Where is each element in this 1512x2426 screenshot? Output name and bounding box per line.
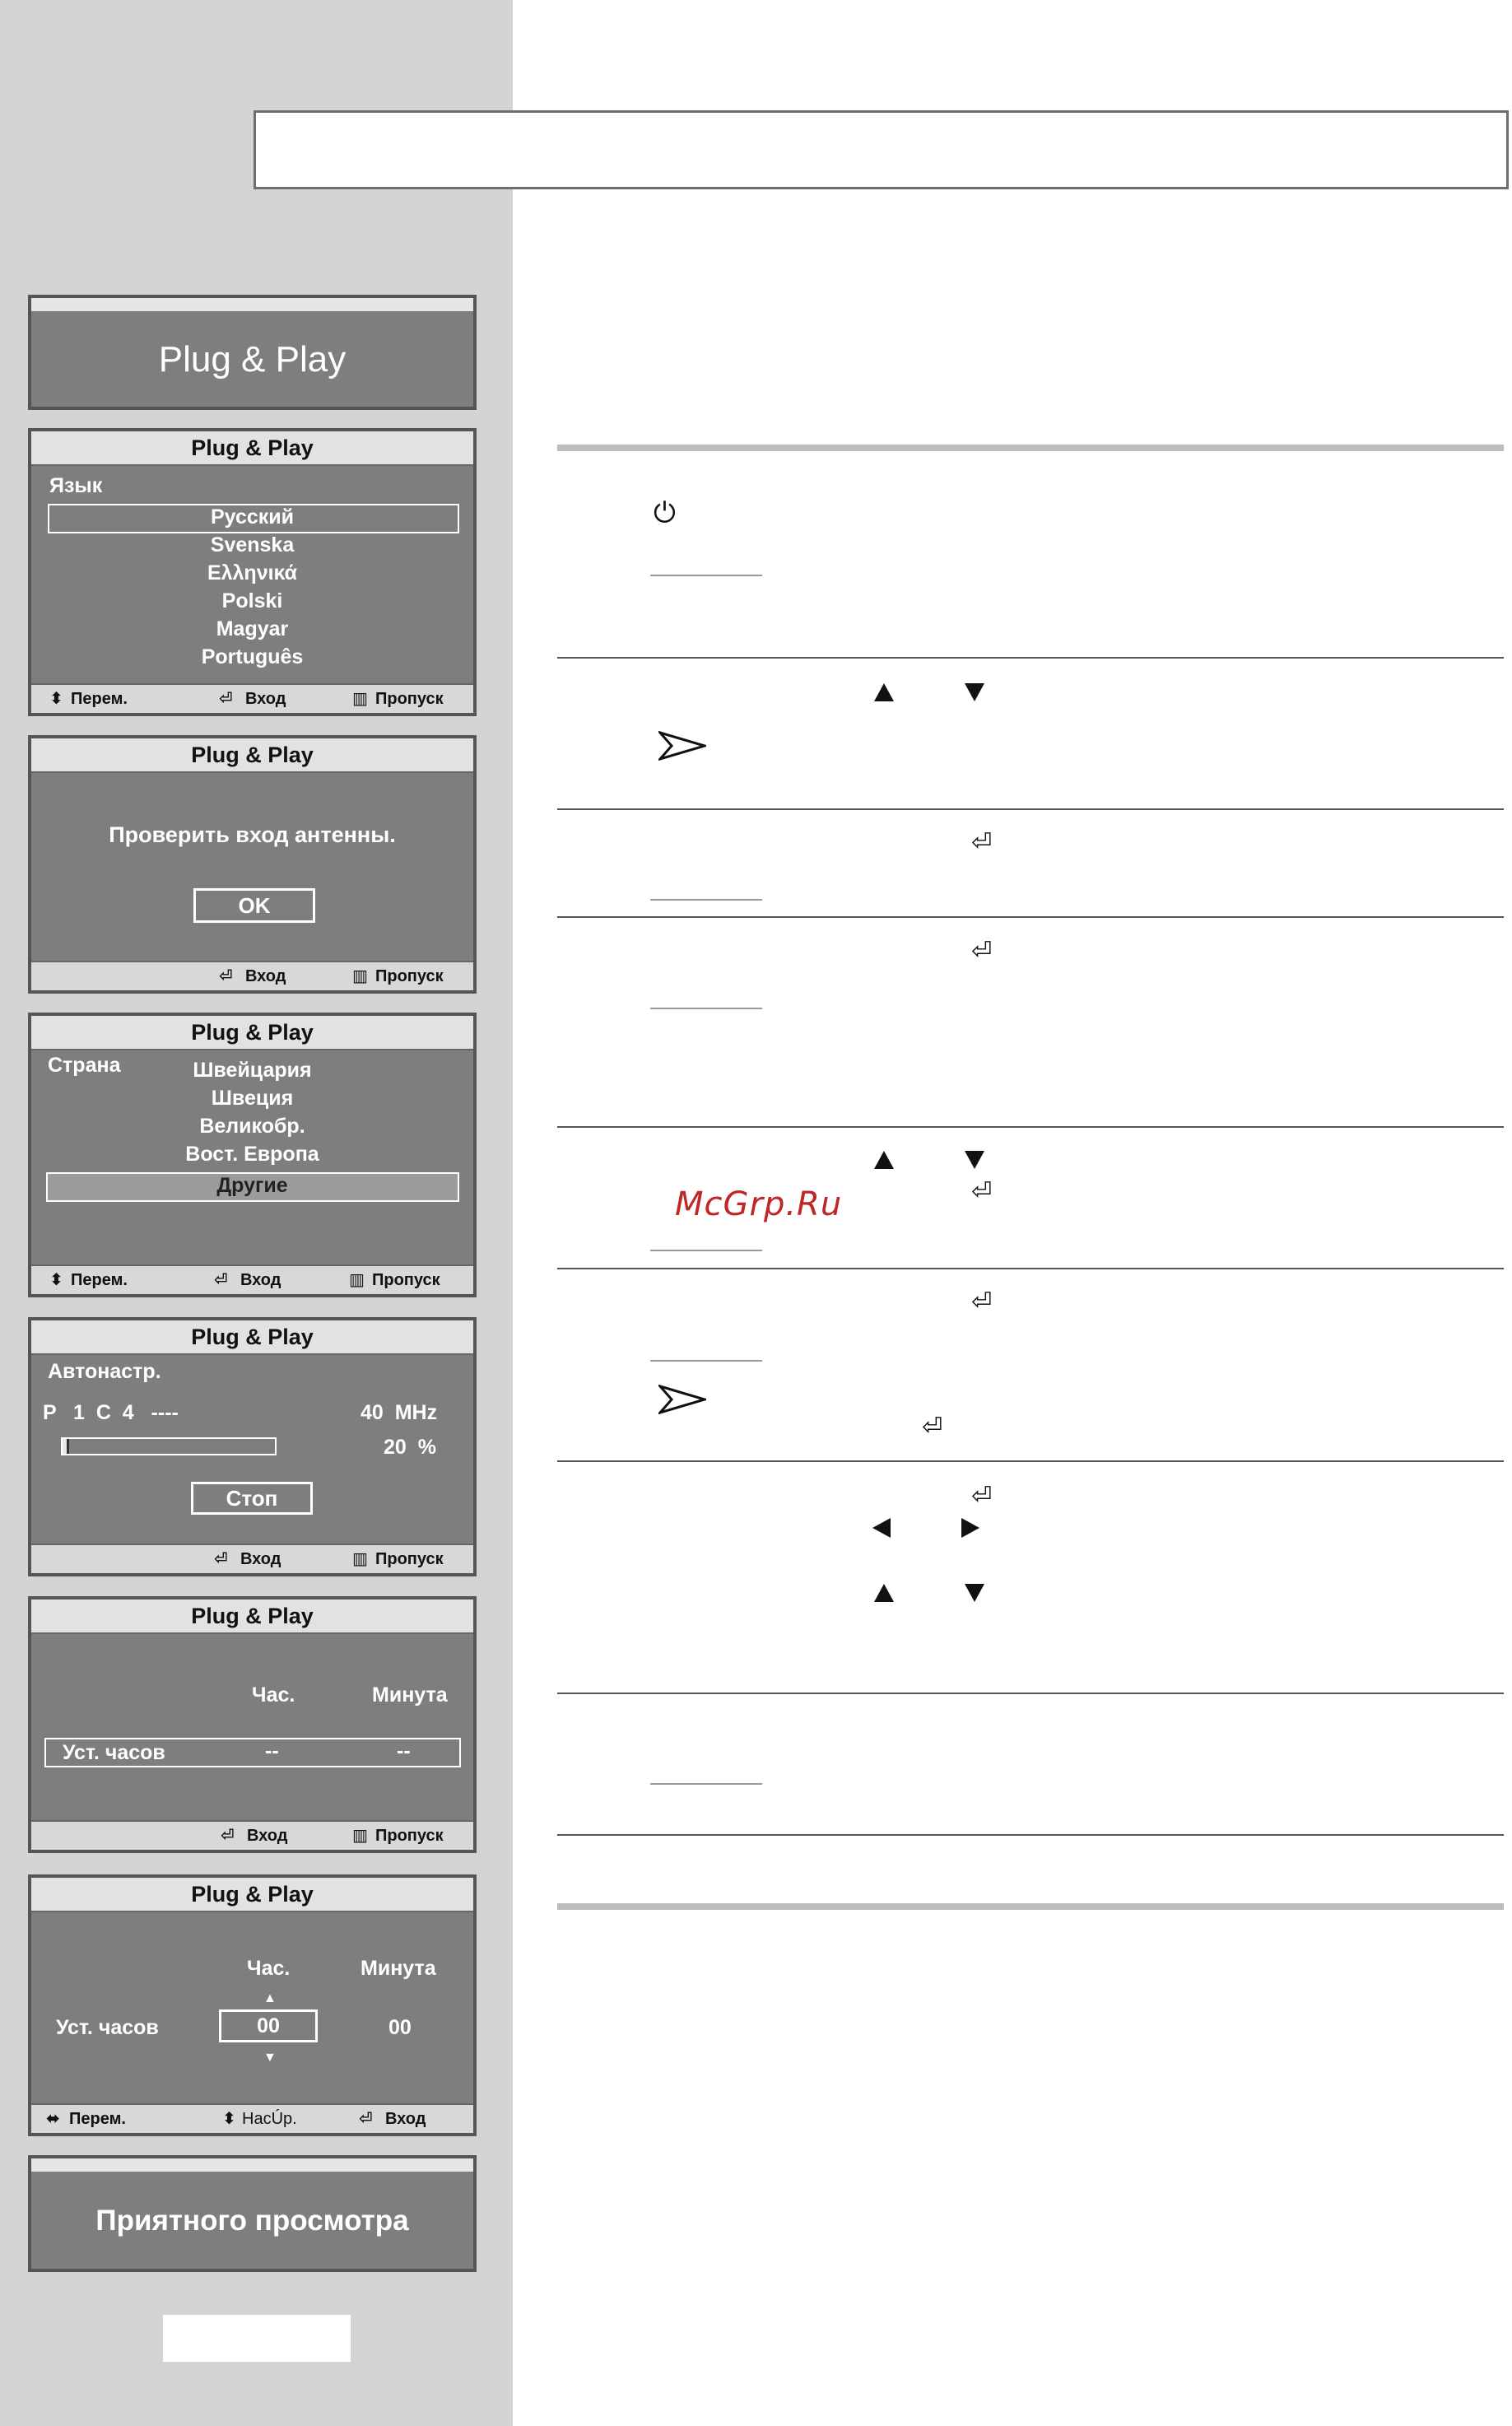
minute-label: Минута: [372, 1683, 448, 1707]
enter-icon: ⏎: [922, 1413, 943, 1441]
enter-icon: ⏎: [219, 690, 233, 708]
minute-value[interactable]: --: [397, 1739, 411, 1762]
top-thick-rule: [557, 445, 1504, 451]
country-item-3[interactable]: Вост. Европа: [185, 1143, 319, 1166]
percent-readout: 20 %: [384, 1436, 436, 1459]
minute-label: Минута: [361, 1957, 436, 1980]
screen-header: Plug & Play: [31, 1016, 473, 1050]
enter-icon: ⏎: [219, 967, 233, 985]
note-underline: [650, 1250, 762, 1251]
country-item-4[interactable]: Другие: [216, 1174, 288, 1197]
enter-icon: ⏎: [359, 2110, 373, 2128]
enter-icon: ⏎: [971, 938, 993, 965]
screen-header: Plug & Play: [31, 1599, 473, 1634]
screen-country: [28, 1013, 477, 1297]
screen-header: Plug & Play: [31, 431, 473, 466]
right-arrow-icon: [961, 1518, 979, 1538]
enter-icon: ⏎: [221, 1827, 235, 1845]
hour-value-box[interactable]: 00: [219, 2009, 318, 2042]
step-divider: [557, 1460, 1504, 1462]
screen-header: Plug & Play: [31, 1320, 473, 1355]
screen-intro: [28, 295, 477, 410]
note-arrow-icon: [658, 731, 706, 761]
note-underline: [650, 899, 762, 901]
menu-icon: ▥: [352, 1827, 368, 1845]
note-underline: [650, 575, 762, 576]
hour-value[interactable]: --: [265, 1739, 279, 1762]
footer-skip: Пропуск: [375, 1827, 444, 1845]
note-underline: [650, 1008, 762, 1009]
progress-fill: [63, 1439, 69, 1454]
screen-top-strip: [31, 298, 473, 311]
country-item-0[interactable]: Швейцария: [193, 1059, 312, 1082]
hour-label: Час.: [247, 1957, 291, 1980]
footer-move: Перем.: [69, 2110, 126, 2128]
footer-skip: Пропуск: [375, 1550, 444, 1568]
progress-bar: [61, 1437, 277, 1455]
footer-enter: Вход: [245, 967, 286, 985]
up-arrow-icon: [874, 1584, 894, 1602]
page-number-box: [163, 2315, 351, 2362]
footer-skip: Пропуск: [372, 1271, 440, 1289]
updown-icon: ⬍: [222, 2110, 236, 2128]
enter-icon: ⏎: [971, 1178, 993, 1205]
screen-footer: [31, 2103, 473, 2133]
enter-icon: ⏎: [214, 1550, 228, 1568]
language-item-5[interactable]: Português: [201, 645, 304, 668]
step-divider: [557, 808, 1504, 810]
frequency-readout: 40 MHz: [361, 1401, 438, 1424]
language-item-1[interactable]: Svenska: [210, 533, 295, 556]
note-underline: [650, 1360, 762, 1362]
language-label: Язык: [49, 474, 103, 497]
screen-footer: [31, 1820, 473, 1850]
down-arrow-icon: [965, 683, 984, 701]
screen-header: Plug & Play: [31, 1878, 473, 1912]
footer-adjust: НасÚр.: [242, 2110, 297, 2128]
footer-enter: Вход: [385, 2110, 426, 2128]
country-label: Страна: [48, 1054, 121, 1077]
ok-button[interactable]: OK: [193, 888, 315, 923]
menu-icon: ▥: [349, 1271, 365, 1289]
updown-icon: ⬍: [49, 1271, 63, 1289]
footer-move: Перем.: [71, 690, 128, 708]
enter-icon: ⏎: [214, 1271, 228, 1289]
country-item-2[interactable]: Великобр.: [199, 1115, 305, 1138]
footer-move: Перем.: [71, 1271, 128, 1289]
screen-footer: [31, 683, 473, 713]
minute-value[interactable]: 00: [388, 2016, 412, 2039]
screen-autotune: [28, 1317, 477, 1576]
menu-icon: ▥: [352, 1550, 368, 1568]
footer-enter: Вход: [247, 1827, 288, 1845]
power-icon: ⏻: [654, 497, 676, 529]
step-divider: [557, 916, 1504, 918]
footer-enter: Вход: [240, 1550, 281, 1568]
footer-enter: Вход: [245, 690, 286, 708]
hour-label: Час.: [252, 1683, 295, 1707]
screen-clock-empty: [28, 1596, 477, 1853]
screen-final: [28, 2155, 477, 2272]
left-arrow-icon: [872, 1518, 891, 1538]
clock-row-label: Уст. часов: [56, 2016, 159, 2039]
footer-enter: Вход: [240, 1271, 281, 1289]
language-item-4[interactable]: Magyar: [216, 617, 289, 640]
note-underline: [650, 1783, 762, 1785]
menu-icon: ▥: [352, 967, 368, 985]
clock-row-label[interactable]: Уст. часов: [63, 1741, 165, 1764]
footer-skip: Пропуск: [375, 690, 444, 708]
menu-icon: ▥: [352, 690, 368, 708]
watermark: McGrp.Ru: [675, 1185, 843, 1223]
channel-readout: P 1 C 4 ----: [43, 1401, 179, 1424]
screen-footer: [31, 1544, 473, 1573]
screen-language: [28, 428, 477, 716]
language-item-2[interactable]: Ελληνικά: [207, 561, 298, 584]
updown-icon: ⬍: [49, 690, 63, 708]
enter-icon: ⏎: [971, 1483, 993, 1510]
title-box: [254, 110, 1509, 189]
step-divider: [557, 1126, 1504, 1128]
step-divider: [557, 657, 1504, 659]
screen-footer: [31, 1264, 473, 1294]
stop-button[interactable]: Стоп: [191, 1482, 313, 1515]
screen-header: Plug & Play: [31, 738, 473, 773]
screen-intro-title: Plug & Play: [158, 339, 347, 379]
down-arrow-icon: [965, 1584, 984, 1602]
step-divider: [557, 1693, 1504, 1694]
down-arrow-icon: [965, 1151, 984, 1169]
step-divider: [557, 1834, 1504, 1836]
screen-final-title: Приятного просмотра: [95, 2205, 409, 2237]
autotune-label: Автонастр.: [48, 1360, 161, 1383]
country-item-1[interactable]: Швеция: [211, 1087, 294, 1110]
up-arrow-icon: [874, 1151, 894, 1169]
language-item-0[interactable]: Русский: [210, 505, 294, 529]
step-divider: [557, 1268, 1504, 1269]
screen-footer: [31, 961, 473, 990]
antenna-message: Проверить вход антенны.: [109, 822, 396, 847]
screen-top-strip: [31, 2158, 473, 2172]
language-item-3[interactable]: Polski: [221, 589, 283, 612]
screen-clock-set: [28, 1874, 477, 2136]
hour-down-arrow-icon[interactable]: ▼: [263, 2051, 277, 2065]
up-arrow-icon: [874, 683, 894, 701]
footer-skip: Пропуск: [375, 967, 444, 985]
enter-icon: ⏎: [971, 1288, 993, 1315]
hour-up-arrow-icon[interactable]: ▲: [263, 1991, 277, 2005]
enter-icon: ⏎: [971, 829, 993, 856]
bottom-thick-rule: [557, 1903, 1504, 1910]
screen-antenna: [28, 735, 477, 994]
note-arrow-icon: [658, 1385, 706, 1414]
leftright-icon: ⬌: [46, 2110, 60, 2128]
